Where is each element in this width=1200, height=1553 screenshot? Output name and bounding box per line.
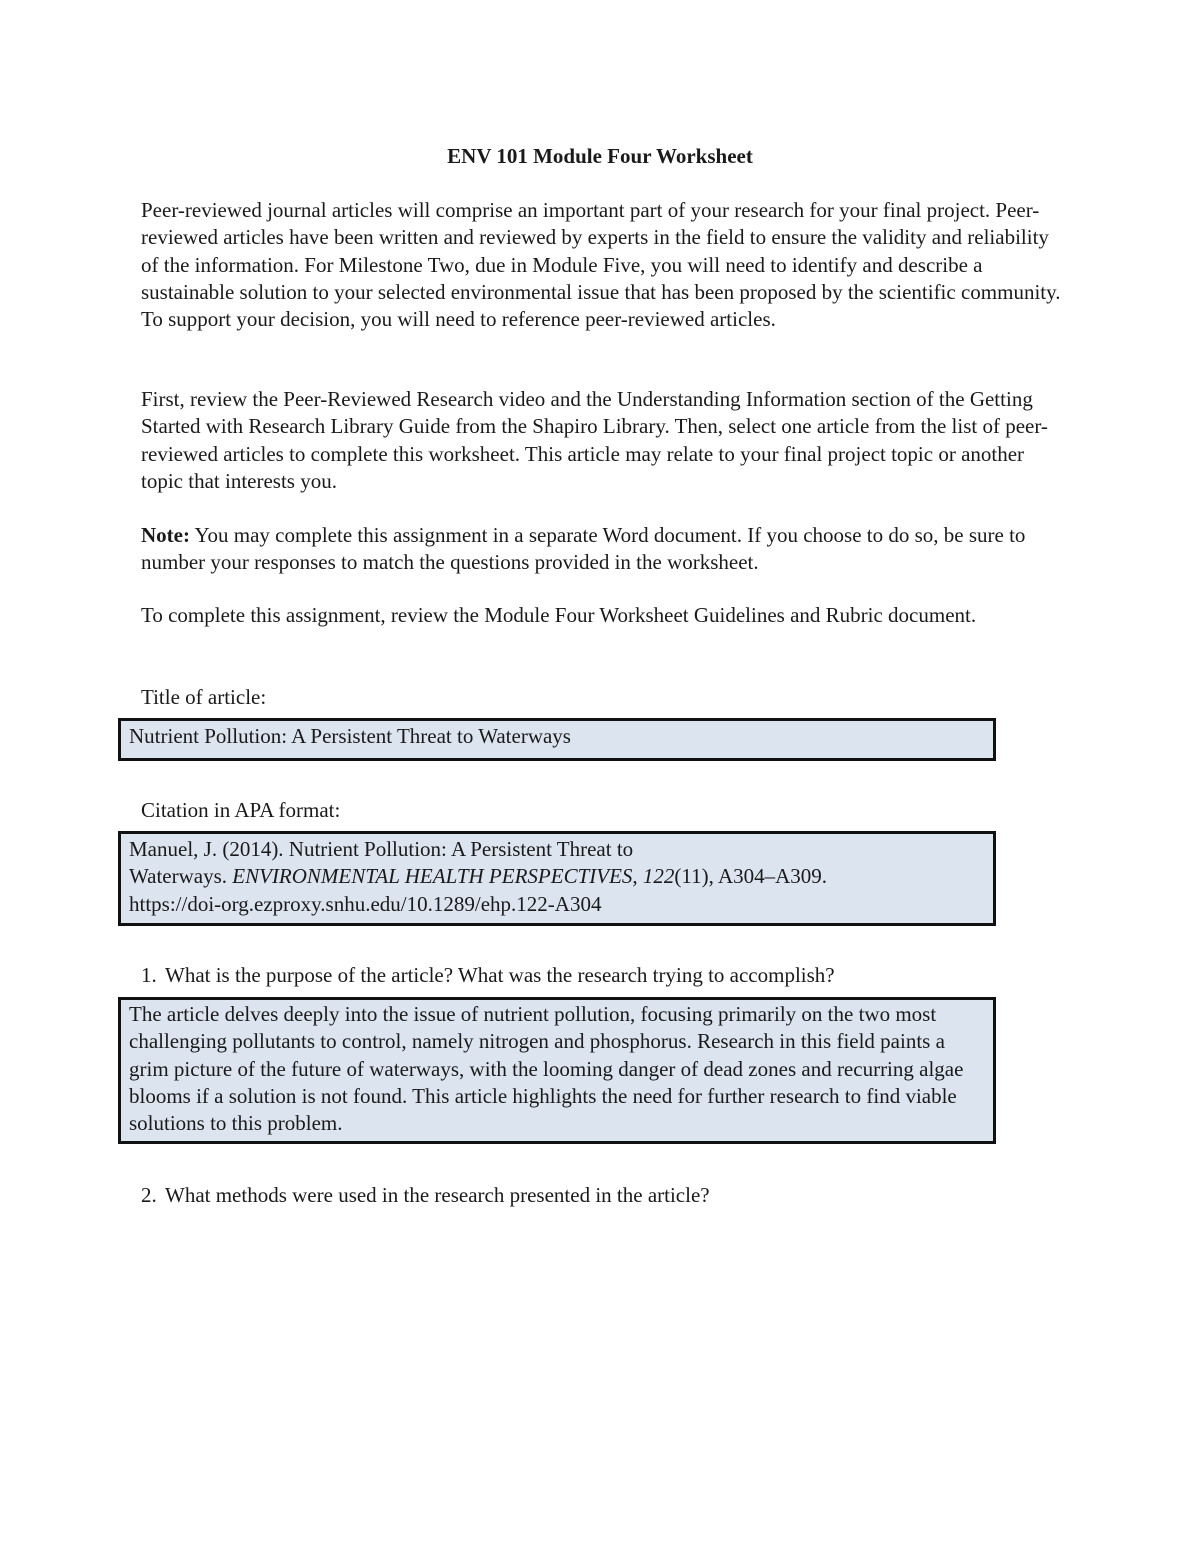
citation-label: Citation in APA format: (141, 798, 341, 822)
note-paragraph (141, 522, 1061, 577)
article-title-field[interactable] (118, 718, 996, 761)
citation-journal: ENVIRONMENTAL HEALTH PERSPECTIVES (232, 864, 633, 889)
citation-issue-pages: (11), A304–A309. (674, 864, 828, 889)
citation-doi: https://doi-org.ezproxy.snhu.edu/10.1289/ehp.122-A304 (129, 891, 602, 916)
answer-1-text: The article delves deeply into the issue of nutrient pollution, focusing primarily on the two most challenging pollutants to control, namely nitrogen and phosphorus. Research in this field paints a grim picture of the future of waterways, with the looming danger of dead zones and recurring algae blooms if a solution is not found. This article highlights the need for further research to find viable solutions to this problem. (129, 1002, 964, 1136)
note-label: Note: (141, 523, 190, 547)
note-text: You may complete this assignment in a separate Word document. If you choose to do so, be sure to number your responses to match the questions provided in the worksheet. (141, 523, 1026, 575)
citation-field[interactable] (118, 831, 996, 926)
citation-volume: 122 (642, 864, 675, 889)
citation-line-1: Manuel, J. (2014). Nutrient Pollution: A Persistent Threat to (129, 837, 634, 861)
question-1 (141, 962, 835, 989)
instructions-paragraph: First, review the Peer-Reviewed Research video and the Understanding Information section of the Getting Started with Research Library Guide from the Shapiro Library. Then, select one article from the list of peer-reviewed articles to complete this worksheet. This article may relate to your final project topic or another topic that interests you. (141, 387, 1048, 493)
question-2-text: What methods were used in the research presented in the article? (165, 1183, 710, 1207)
article-title-label: Title of article: (141, 685, 267, 709)
rubric-paragraph: To complete this assignment, review the Module Four Worksheet Guidelines and Rubric document. (141, 603, 977, 627)
answer-1-field[interactable] (118, 997, 996, 1144)
citation-line-2 (129, 863, 985, 890)
question-2 (141, 1182, 710, 1209)
question-1-text: What is the purpose of the article? What was the research trying to accomplish? (165, 963, 835, 987)
document-title: ENV 101 Module Four Worksheet (447, 144, 753, 168)
citation-separator: , (632, 864, 643, 889)
intro-paragraph: Peer-reviewed journal articles will comprise an important part of your research for your final project. Peer-reviewed articles have been written and reviewed by experts in the field to ensure the validity and reliability of the information. For Milestone Two, due in Module Five, you will need to identify and describe a sustainable solution to your selected environmental issue that has been proposed by the scientific community. To support your decision, you will need to reference peer-reviewed articles. (141, 198, 1061, 332)
citation-prefix: Waterways. (129, 864, 233, 889)
article-title-value: Nutrient Pollution: A Persistent Threat to Waterways (129, 724, 571, 748)
question-1-number: 1. (141, 963, 157, 987)
question-2-number: 2. (141, 1183, 157, 1207)
